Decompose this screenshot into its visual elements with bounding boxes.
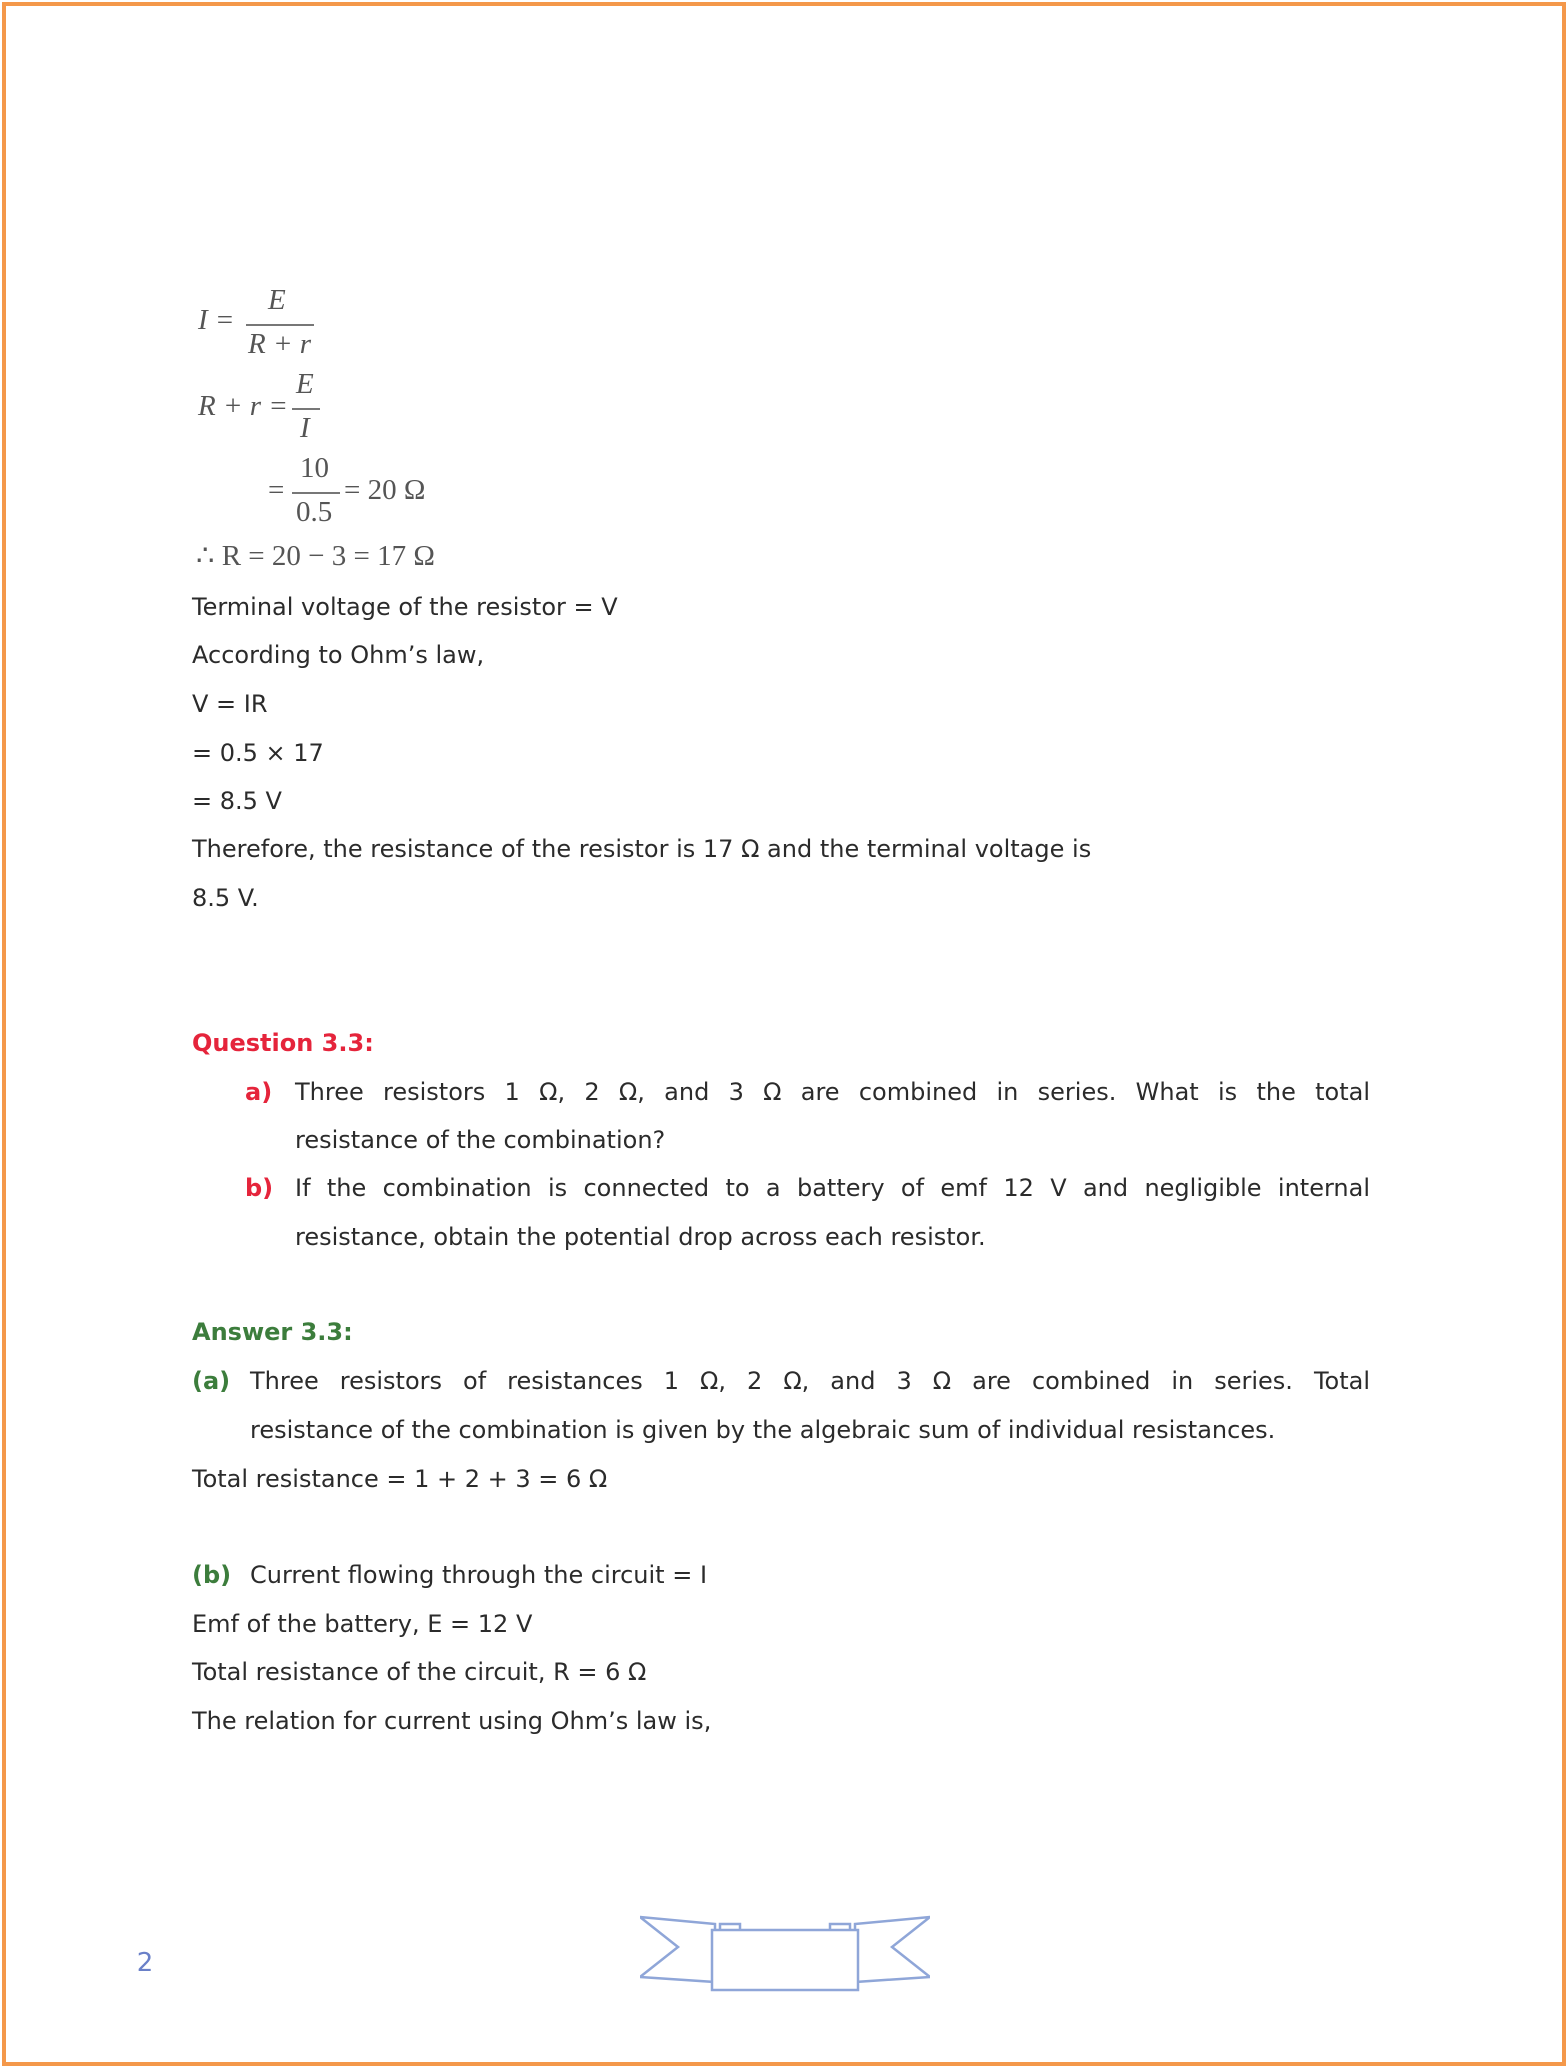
text-line: Terminal voltage of the resistor = V <box>192 593 618 621</box>
eq2-denominator: I <box>300 412 310 444</box>
eq3-denominator: 0.5 <box>296 496 333 528</box>
question-a-text-cont: resistance of the combination? <box>295 1126 666 1154</box>
question-heading: Question 3.3: <box>192 1029 374 1057</box>
question-a-label: a) <box>245 1078 273 1106</box>
total-resistance: Total resistance = 1 + 2 + 3 = 6 Ω <box>192 1465 608 1493</box>
text-line: V = IR <box>192 690 268 718</box>
fraction-bar <box>292 408 320 410</box>
eq1-numerator: E <box>268 284 286 316</box>
text-line: The relation for current using Ohm’s law is, <box>192 1707 712 1735</box>
eq4: ∴ R = 20 − 3 = 17 Ω <box>196 540 435 572</box>
page-number: 2 <box>136 1948 154 1978</box>
answer-a-text-cont: resistance of the combination is given by the algebraic sum of individual resistances. <box>250 1416 1276 1444</box>
fraction-bar <box>246 324 314 326</box>
answer-a-text: Three resistors of resistances 1 Ω, 2 Ω, and 3 Ω are combined in series. Total <box>250 1367 1370 1395</box>
text-line: Total resistance of the circuit, R = 6 Ω <box>192 1658 647 1686</box>
eq2-lhs: R + r = <box>198 390 288 422</box>
answer-b-text: Current flowing through the circuit = I <box>250 1561 708 1589</box>
eq3-equals: = <box>268 474 285 506</box>
text-line: = 8.5 V <box>192 787 282 815</box>
eq2-numerator: E <box>296 368 314 400</box>
eq1-lhs: I = <box>198 304 235 336</box>
answer-heading: Answer 3.3: <box>192 1318 353 1346</box>
page-number-banner-icon <box>640 1912 930 1998</box>
fraction-bar <box>292 492 340 494</box>
eq3-numerator: 10 <box>300 452 329 484</box>
question-b-text-cont: resistance, obtain the potential drop across each resistor. <box>295 1223 986 1251</box>
question-b-text: If the combination is connected to a battery of emf 12 V and negligible internal <box>295 1174 1370 1202</box>
question-b-label: b) <box>245 1174 274 1202</box>
eq3-rhs: = 20 Ω <box>344 474 426 506</box>
question-a-text: Three resistors 1 Ω, 2 Ω, and 3 Ω are combined in series. What is the total <box>295 1078 1370 1106</box>
answer-b-label: (b) <box>192 1561 232 1589</box>
text-line: Emf of the battery, E = 12 V <box>192 1610 533 1638</box>
text-line: 8.5 V. <box>192 884 259 912</box>
eq1-denominator: R + r <box>248 328 312 360</box>
text-line: According to Ohm’s law, <box>192 641 485 669</box>
text-line: Therefore, the resistance of the resistor is 17 Ω and the terminal voltage is <box>192 835 1092 863</box>
text-line: = 0.5 × 17 <box>192 739 324 767</box>
answer-a-label: (a) <box>192 1367 231 1395</box>
